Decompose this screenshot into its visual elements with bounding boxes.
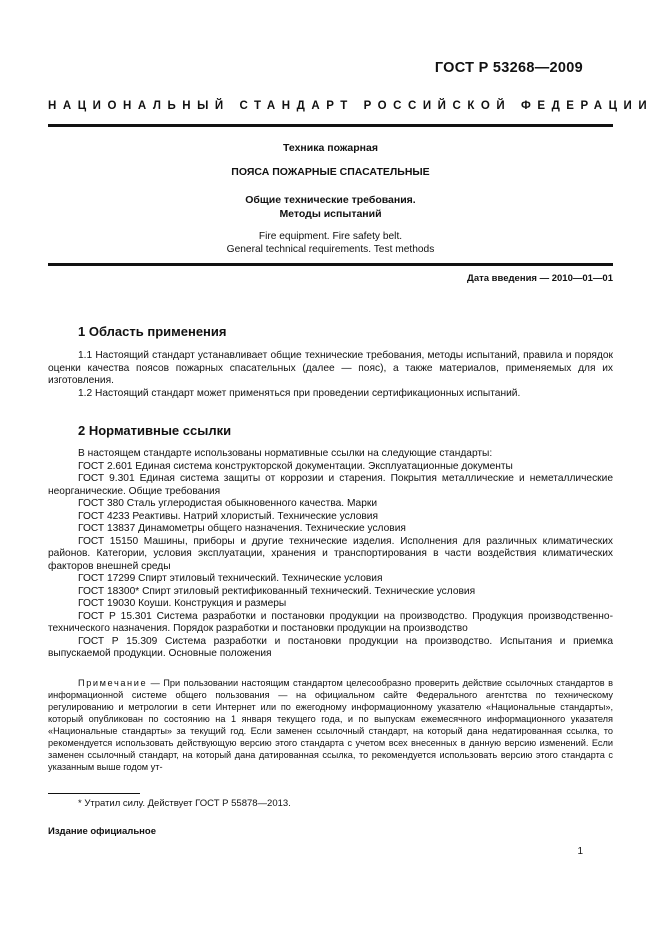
paragraph: В настоящем стандарте использованы нормативные ссылки на следующие стандарты: bbox=[78, 448, 493, 459]
document-code: ГОСТ Р 53268—2009 bbox=[434, 60, 583, 76]
reference-item: ГОСТ 18300* Спирт этиловый ректификованный технический. Технические условия bbox=[78, 585, 476, 597]
section-2-note bbox=[48, 677, 613, 773]
reference-item: ГОСТ 13837 Динамометры общего назначения. Технические условия bbox=[78, 523, 406, 534]
reference-item: ГОСТ Р 15.309 Система разработки и постановки продукции на производство. Испытания и приемка выпускаемой продукции. Основные положения bbox=[48, 635, 613, 659]
note-text: — При пользовании настоящим стандартом целесообразно проверить действие ссылочных стандартов в информационной системе общего пользования — на официальном сайте Федерального агентства по техническому регулированию и метрологии в сети Интернет или по ежегодному информационному указателю «Национальные стандарты», который опубликован по состоянию на 1 января текущего года, и по выпускам ежемесячного информационного указателя «Национальные стандарты» за текущий год. Если заменен ссылочный стандарт, на который дана недатированная ссылка, то рекомендуется использовать действующую версию этого стандарта с учетом всех внесенных в данную версию изменений. Если заменен ссылочный стандарт, на который дана датированная ссылка, то рекомендуется использовать версию этого стандарта с указанным выше годом ут- bbox=[48, 678, 613, 772]
note-label: Примечание bbox=[78, 678, 148, 688]
english-title bbox=[48, 230, 613, 256]
official-edition-label: Издание официальное bbox=[48, 826, 156, 837]
reference-item: ГОСТ 15150 Машины, приборы и другие технические изделия. Исполнения для различных климатических районов. Категории, условия эксплуатации, хранения и транспортирования в части воздействия климатических факторов внешней среды bbox=[48, 535, 613, 572]
top-rule bbox=[48, 124, 613, 127]
national-standard-banner: НАЦИОНАЛЬНЫЙ СТАНДАРТ РОССИЙСКОЙ ФЕДЕРАЦИИ bbox=[48, 100, 654, 112]
reference-item: ГОСТ 4233 Реактивы. Натрий хлористый. Технические условия bbox=[78, 510, 379, 522]
reference-item: ГОСТ 17299 Спирт этиловый технический. Технические условия bbox=[78, 573, 383, 584]
footnote: * Утратил силу. Действует ГОСТ Р 55878—2013. bbox=[78, 798, 291, 809]
footnote-rule bbox=[48, 793, 140, 794]
standard-title: ПОЯСА ПОЖАРНЫЕ СПАСАТЕЛЬНЫЕ bbox=[231, 166, 430, 178]
reference-item: ГОСТ 9.301 Единая система защиты от коррозии и старения. Покрытия металлические и неметаллические неорганические. Общие требования bbox=[48, 473, 613, 497]
standard-field: Техника пожарная bbox=[283, 142, 378, 154]
subtitle-line-1: Общие технические требования. bbox=[245, 194, 416, 206]
standard-subtitle bbox=[48, 193, 613, 221]
reference-item: ГОСТ 2.601 Единая система конструкторской документации. Эксплуатационные документы bbox=[78, 460, 513, 472]
paragraph: 1.1 Настоящий стандарт устанавливает общие технические требования, методы испытаний, правила и порядок оценки качества поясов пожарных спасательных (далее — пояс), а также материалов, применяемых для их изготовления. bbox=[48, 350, 613, 386]
section-1-body bbox=[48, 350, 613, 400]
reference-item: ГОСТ 380 Сталь углеродистая обыкновенного качества. Марки bbox=[78, 498, 378, 509]
subtitle-line-2: Методы испытаний bbox=[279, 208, 382, 220]
section-2-body bbox=[48, 448, 613, 661]
english-title-line-2: General technical requirements. Test methods bbox=[226, 244, 435, 255]
reference-item: ГОСТ 19030 Коуши. Конструкция и размеры bbox=[78, 598, 287, 609]
bottom-rule bbox=[48, 263, 613, 266]
english-title-line-1: Fire equipment. Fire safety belt. bbox=[258, 231, 403, 242]
section-1-heading: 1 Область применения bbox=[78, 324, 227, 339]
reference-item: ГОСТ Р 15.301 Система разработки и постановки продукции на производство. Продукция производственно-технического назначения. Порядок разработки и постановки продукции на производство bbox=[48, 610, 613, 634]
page-number: 1 bbox=[577, 846, 583, 857]
introduction-date: Дата введения — 2010—01—01 bbox=[467, 273, 613, 284]
paragraph: 1.2 Настоящий стандарт может применяться при проведении сертификационных испытаний. bbox=[78, 387, 521, 399]
section-2-heading: 2 Нормативные ссылки bbox=[78, 423, 232, 438]
